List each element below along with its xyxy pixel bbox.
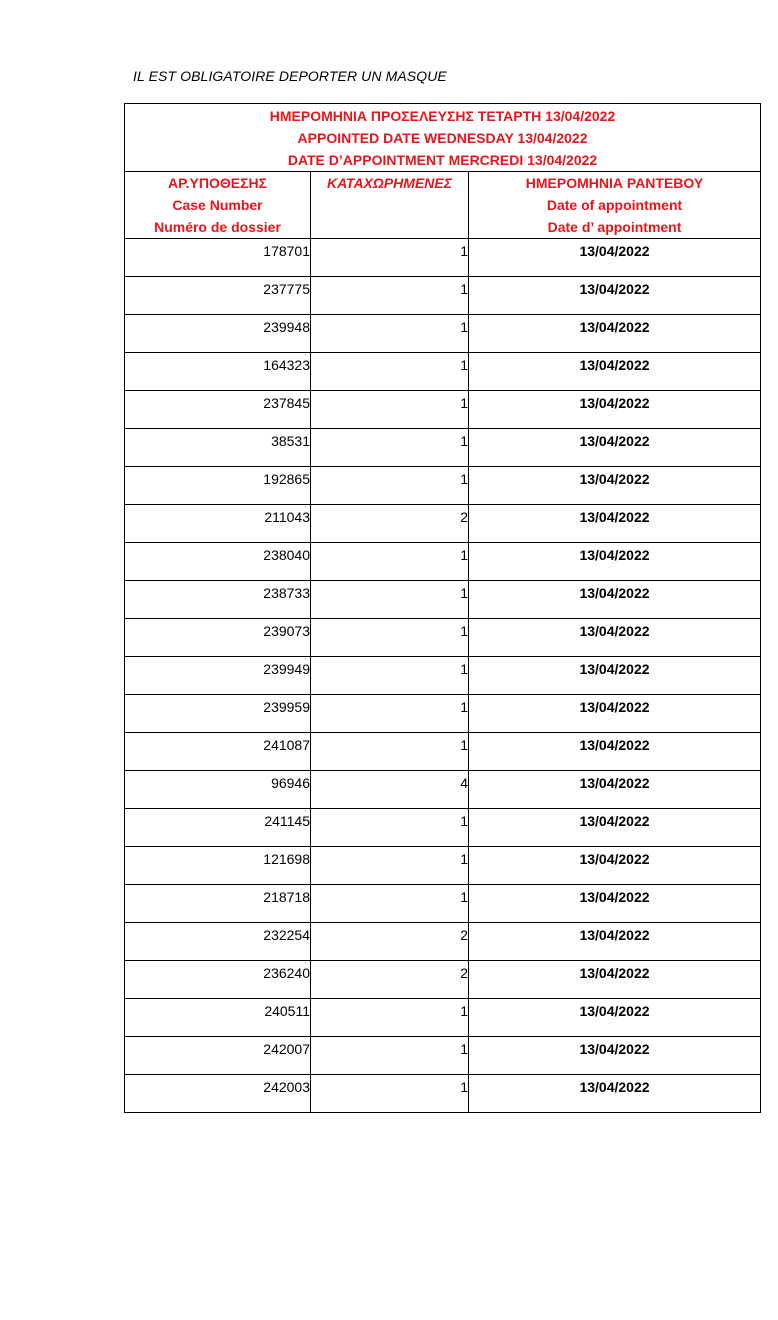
- case-number-cell: 239073: [125, 619, 311, 657]
- header-case-number: [125, 172, 311, 239]
- case-number-cell: 96946: [125, 771, 311, 809]
- appointment-date-cell: 13/04/2022: [469, 885, 761, 923]
- appointment-date-cell: 13/04/2022: [469, 429, 761, 467]
- entries-cell: 1: [311, 809, 469, 847]
- case-number-cell: 242007: [125, 1037, 311, 1075]
- table-row: [125, 391, 761, 429]
- table-row: [125, 467, 761, 505]
- appointment-date-cell: 13/04/2022: [469, 1037, 761, 1075]
- appointment-date-cell: 13/04/2022: [469, 771, 761, 809]
- header-case-number-french: Numéro de dossier: [154, 219, 281, 235]
- table-row: [125, 505, 761, 543]
- table-header-row: [125, 172, 761, 239]
- table-row: [125, 695, 761, 733]
- header-appointment-date-english: Date of appointment: [546, 197, 683, 213]
- case-number-cell: 241087: [125, 733, 311, 771]
- appointment-date-cell: 13/04/2022: [469, 695, 761, 733]
- appointment-table: [124, 103, 761, 1113]
- appointment-date-cell: 13/04/2022: [469, 353, 761, 391]
- entries-cell: 1: [311, 885, 469, 923]
- header-appointment-date-french: Date d’ appointment: [547, 219, 682, 235]
- entries-cell: 1: [311, 467, 469, 505]
- appointment-date-cell: 13/04/2022: [469, 733, 761, 771]
- entries-cell: 1: [311, 1037, 469, 1075]
- table-row: [125, 809, 761, 847]
- case-number-cell: 238040: [125, 543, 311, 581]
- appointment-date-cell: 13/04/2022: [469, 999, 761, 1037]
- entries-cell: 1: [311, 847, 469, 885]
- title-line-french: DATE D’APPOINTMENT MERCREDI 13/04/2022: [287, 151, 598, 168]
- table-row: [125, 277, 761, 315]
- case-number-cell: 178701: [125, 239, 311, 277]
- table-row: [125, 885, 761, 923]
- case-number-cell: 232254: [125, 923, 311, 961]
- header-case-number-greek: ΑΡ.ΥΠΟΘΕΣΗΣ: [167, 175, 268, 191]
- table-title-row: [125, 104, 761, 172]
- table-row: [125, 315, 761, 353]
- case-number-cell: 218718: [125, 885, 311, 923]
- table-row: [125, 429, 761, 467]
- entries-cell: 2: [311, 505, 469, 543]
- case-number-cell: 239959: [125, 695, 311, 733]
- mask-notice: IL EST OBLIGATOIRE DEPORTER UN MASQUE: [133, 68, 447, 84]
- header-case-number-english: Case Number: [172, 197, 263, 213]
- table-row: [125, 923, 761, 961]
- case-number-cell: 237845: [125, 391, 311, 429]
- table-row: [125, 961, 761, 999]
- table-row: [125, 353, 761, 391]
- entries-cell: 1: [311, 695, 469, 733]
- table-row: [125, 543, 761, 581]
- entries-cell: 2: [311, 923, 469, 961]
- case-number-cell: 211043: [125, 505, 311, 543]
- title-line-greek: ΗΜΕΡΟΜΗΝΙΑ ΠΡΟΣΕΛΕΥΣΗΣ ΤΕΤΑΡΤΗ 13/04/2022: [269, 107, 616, 124]
- table-row: [125, 733, 761, 771]
- case-number-cell: 239948: [125, 315, 311, 353]
- appointment-date-cell: 13/04/2022: [469, 961, 761, 999]
- table-row: [125, 999, 761, 1037]
- title-line-english: APPOINTED DATE WEDNESDAY 13/04/2022: [297, 129, 588, 146]
- table-row: [125, 1037, 761, 1075]
- appointment-date-cell: 13/04/2022: [469, 581, 761, 619]
- table-row: [125, 657, 761, 695]
- case-number-cell: 164323: [125, 353, 311, 391]
- entries-cell: 1: [311, 657, 469, 695]
- case-number-cell: 192865: [125, 467, 311, 505]
- entries-cell: 1: [311, 999, 469, 1037]
- appointment-date-cell: 13/04/2022: [469, 505, 761, 543]
- table-row: [125, 771, 761, 809]
- header-entries-greek: ΚΑΤΑΧΩΡΗΜΕΝΕΣ: [327, 175, 452, 191]
- case-number-cell: 241145: [125, 809, 311, 847]
- appointment-date-cell: 13/04/2022: [469, 923, 761, 961]
- table-title: [125, 104, 761, 172]
- case-number-cell: 38531: [125, 429, 311, 467]
- header-entries: [311, 172, 469, 239]
- header-appointment-date-greek: ΗΜΕΡΟΜΗΝΙΑ ΡΑΝΤΕΒΟΥ: [525, 175, 704, 191]
- case-number-cell: 236240: [125, 961, 311, 999]
- table-row: [125, 239, 761, 277]
- case-number-cell: 239949: [125, 657, 311, 695]
- appointment-date-cell: 13/04/2022: [469, 239, 761, 277]
- case-number-cell: 242003: [125, 1075, 311, 1113]
- appointment-date-cell: 13/04/2022: [469, 619, 761, 657]
- entries-cell: 1: [311, 315, 469, 353]
- appointment-date-cell: 13/04/2022: [469, 467, 761, 505]
- appointment-date-cell: 13/04/2022: [469, 543, 761, 581]
- appointment-date-cell: 13/04/2022: [469, 1075, 761, 1113]
- entries-cell: 1: [311, 619, 469, 657]
- entries-cell: 1: [311, 581, 469, 619]
- table-row: [125, 1075, 761, 1113]
- entries-cell: 2: [311, 961, 469, 999]
- case-number-cell: 237775: [125, 277, 311, 315]
- appointment-date-cell: 13/04/2022: [469, 277, 761, 315]
- appointment-date-cell: 13/04/2022: [469, 657, 761, 695]
- case-number-cell: 240511: [125, 999, 311, 1037]
- appointment-date-cell: 13/04/2022: [469, 847, 761, 885]
- case-number-cell: 238733: [125, 581, 311, 619]
- appointment-date-cell: 13/04/2022: [469, 391, 761, 429]
- case-number-cell: 121698: [125, 847, 311, 885]
- entries-cell: 1: [311, 733, 469, 771]
- entries-cell: 1: [311, 391, 469, 429]
- header-appointment-date: [469, 172, 761, 239]
- entries-cell: 1: [311, 1075, 469, 1113]
- entries-cell: 1: [311, 239, 469, 277]
- entries-cell: 1: [311, 543, 469, 581]
- table-row: [125, 847, 761, 885]
- appointment-date-cell: 13/04/2022: [469, 315, 761, 353]
- entries-cell: 4: [311, 771, 469, 809]
- appointment-date-cell: 13/04/2022: [469, 809, 761, 847]
- entries-cell: 1: [311, 353, 469, 391]
- entries-cell: 1: [311, 429, 469, 467]
- table-row: [125, 581, 761, 619]
- appointment-table-body: [125, 104, 761, 1113]
- table-row: [125, 619, 761, 657]
- entries-cell: 1: [311, 277, 469, 315]
